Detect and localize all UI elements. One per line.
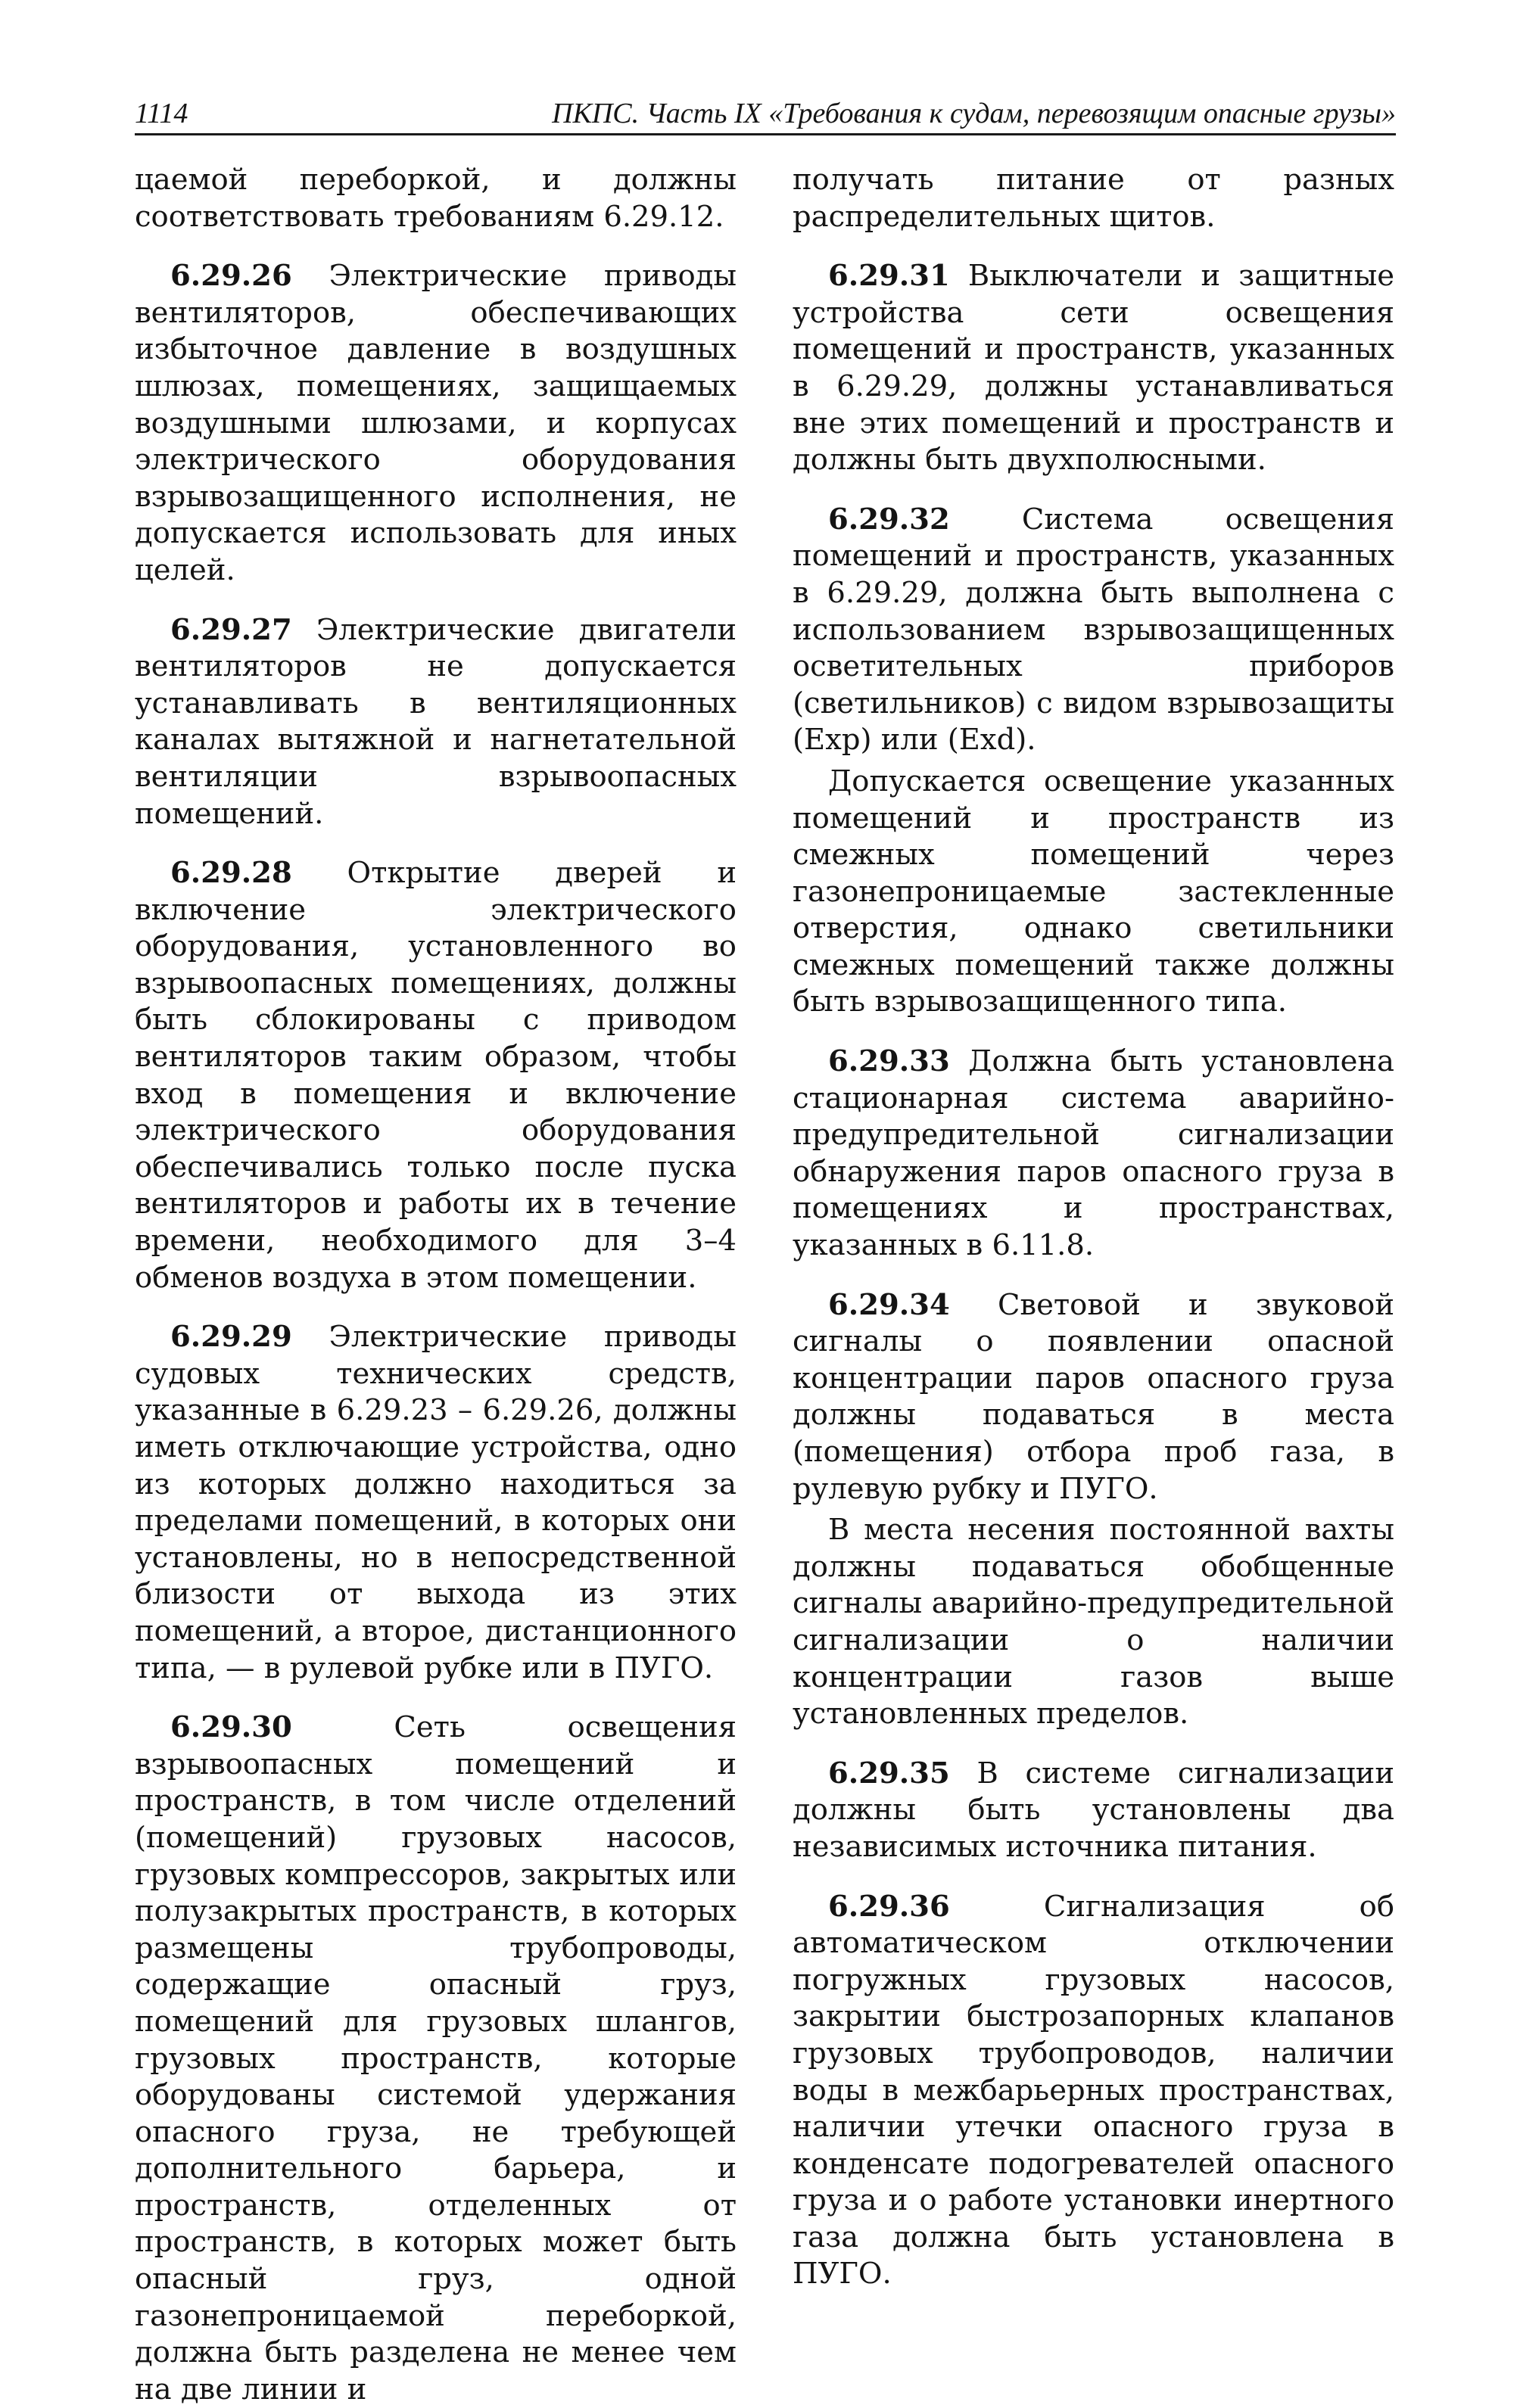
page-number: 1114 (135, 98, 188, 129)
paragraph-6-29-32 (793, 502, 1394, 759)
left-column (135, 162, 737, 2408)
paragraph-6-29-35 (793, 1756, 1394, 1866)
paragraph-6-29-34-continued: В места несения постоянной вахты должны подаваться обобщенные сигналы аварийно-предупредительной сигнализации о наличии концентрации газов выше установленных пределов. (793, 1513, 1394, 1731)
clause-text: Электрические приводы судовых технических средств, указанные в 6.29.23 – 6.29.26, должны иметь отключающие устройства, одно из которых должно находиться за пределами помещений, в которых они установлены, но в непосредственной близости от выхода из этих помещений, а второе, дистанционного типа, — в рулевой рубке или в ПУГО. (135, 1320, 737, 1685)
clause-number: 6.29.29 (170, 1320, 292, 1355)
clause-text: Система освещения помещений и пространств, указанных в 6.29.29, должна быть выполнена с использованием взрывозащищенных осветительных приборов (светильников) с видом взрывозащиты (Exp) или (Exd). (793, 502, 1394, 758)
clause-text: Электрические двигатели вентиляторов не допускается устанавливать в вентиляционных каналах вытяжной и нагнетательной вентиляции взрывоопасных помещений. (135, 612, 737, 831)
clause-text: Световой и звуковой сигналы о появлении опасной концентрации паров опасного груза должны подаваться в места (помещения) отбора проб газа, в рулевую рубку и ПУГО. (793, 1287, 1394, 1506)
clause-text: Открытие дверей и включение электрического оборудования, установленного во взрывоопасных помещениях, должны быть сблокированы с приводом вентиляторов таким образом, чтобы вход в помещения и включение электрического оборудования обеспечивались только после пуска вентиляторов и работы их в течение времени, необходимого для 3–4 обменов воздуха в этом помещении. (135, 856, 737, 1295)
clause-number: 6.29.32 (828, 502, 950, 537)
paragraph-6-29-31 (793, 258, 1394, 479)
clause-number: 6.29.31 (828, 259, 950, 294)
paragraph-continuation: цаемой переборкой, и должны соответствовать требованиям 6.29.12. (135, 163, 737, 234)
clause-number: 6.29.33 (828, 1044, 950, 1079)
clause-number: 6.29.34 (828, 1287, 950, 1322)
clause-number: 6.29.26 (170, 259, 292, 294)
running-title: ПКПС. Часть IX «Требования к судам, перевозящим опасные грузы» (552, 98, 1396, 129)
paragraph-6-29-29 (135, 1319, 737, 1687)
paragraph-6-29-30 (135, 1710, 737, 2408)
clause-text: Сеть освещения взрывоопасных помещений и пространств, в том числе отделений (помещений) грузовых насосов, грузовых компрессоров, закрытых или полузакрытых пространств, в которых размещены трубопроводы, содержащие опасный груз, помещений для грузовых шлангов, грузовых пространств, которые оборудованы системой удержания опасного груза, не требующей дополнительного барьера, и пространств, отделенных от пространств, в которых может быть опасный груз, одной газонепроницаемой переборкой, должна быть разделена не менее чем на две линии и (135, 1710, 737, 2406)
paragraph-6-29-33 (793, 1044, 1394, 1265)
right-column (793, 162, 1394, 2293)
paragraph-continuation: получать питание от разных распределительных щитов. (793, 163, 1394, 234)
paragraph-6-29-32-continued: Допускается освещение указанных помещений и пространств из смежных помещений через газонепроницаемые застекленные отверстия, однако светильники смежных помещений также должны быть взрывозащищенного типа. (793, 764, 1394, 1019)
clause-number: 6.29.27 (170, 612, 292, 647)
paragraph-6-29-34 (793, 1287, 1394, 1508)
clause-text: В системе сигнализации должны быть установлены два независимых источника питания. (793, 1756, 1394, 1864)
clause-number: 6.29.28 (170, 856, 292, 891)
paragraph-6-29-27 (135, 612, 737, 833)
clause-number: 6.29.35 (828, 1756, 950, 1790)
clause-text: Сигнализация об автоматическом отключении погружных грузовых насосов, закрытии быстрозапорных клапанов грузовых трубопроводов, наличии воды в межбарьерных пространствах, наличии утечки опасного груза в конденсате подогревателей опасного груза и о работе установки инертного газа должна быть установлена в ПУГО. (793, 1889, 1394, 2291)
clause-text: Электрические приводы вентиляторов, обеспечивающих избыточное давление в воздушных шлюзах, помещениях, защищаемых воздушными шлюзами, и корпусах электрического оборудования взрывозащищенного исполнения, не допускается использовать для иных целей. (135, 259, 737, 587)
clause-text: Должна быть установлена стационарная система аварийно-предупредительной сигнализации обнаружения паров опасного груза в помещениях и пространствах, указанных в 6.11.8. (793, 1044, 1394, 1263)
paragraph-6-29-26 (135, 258, 737, 589)
clause-text: Выключатели и защитные устройства сети освещения помещений и пространств, указанных в 6.29.29, должны устанавливаться вне этих помещений и пространств и должны быть двухполюсными. (793, 259, 1394, 478)
clause-number: 6.29.30 (170, 1710, 292, 1745)
paragraph-6-29-28 (135, 855, 737, 1296)
clause-number: 6.29.36 (828, 1889, 950, 1924)
paragraph-6-29-36 (793, 1889, 1394, 2294)
page-header (135, 97, 1396, 135)
